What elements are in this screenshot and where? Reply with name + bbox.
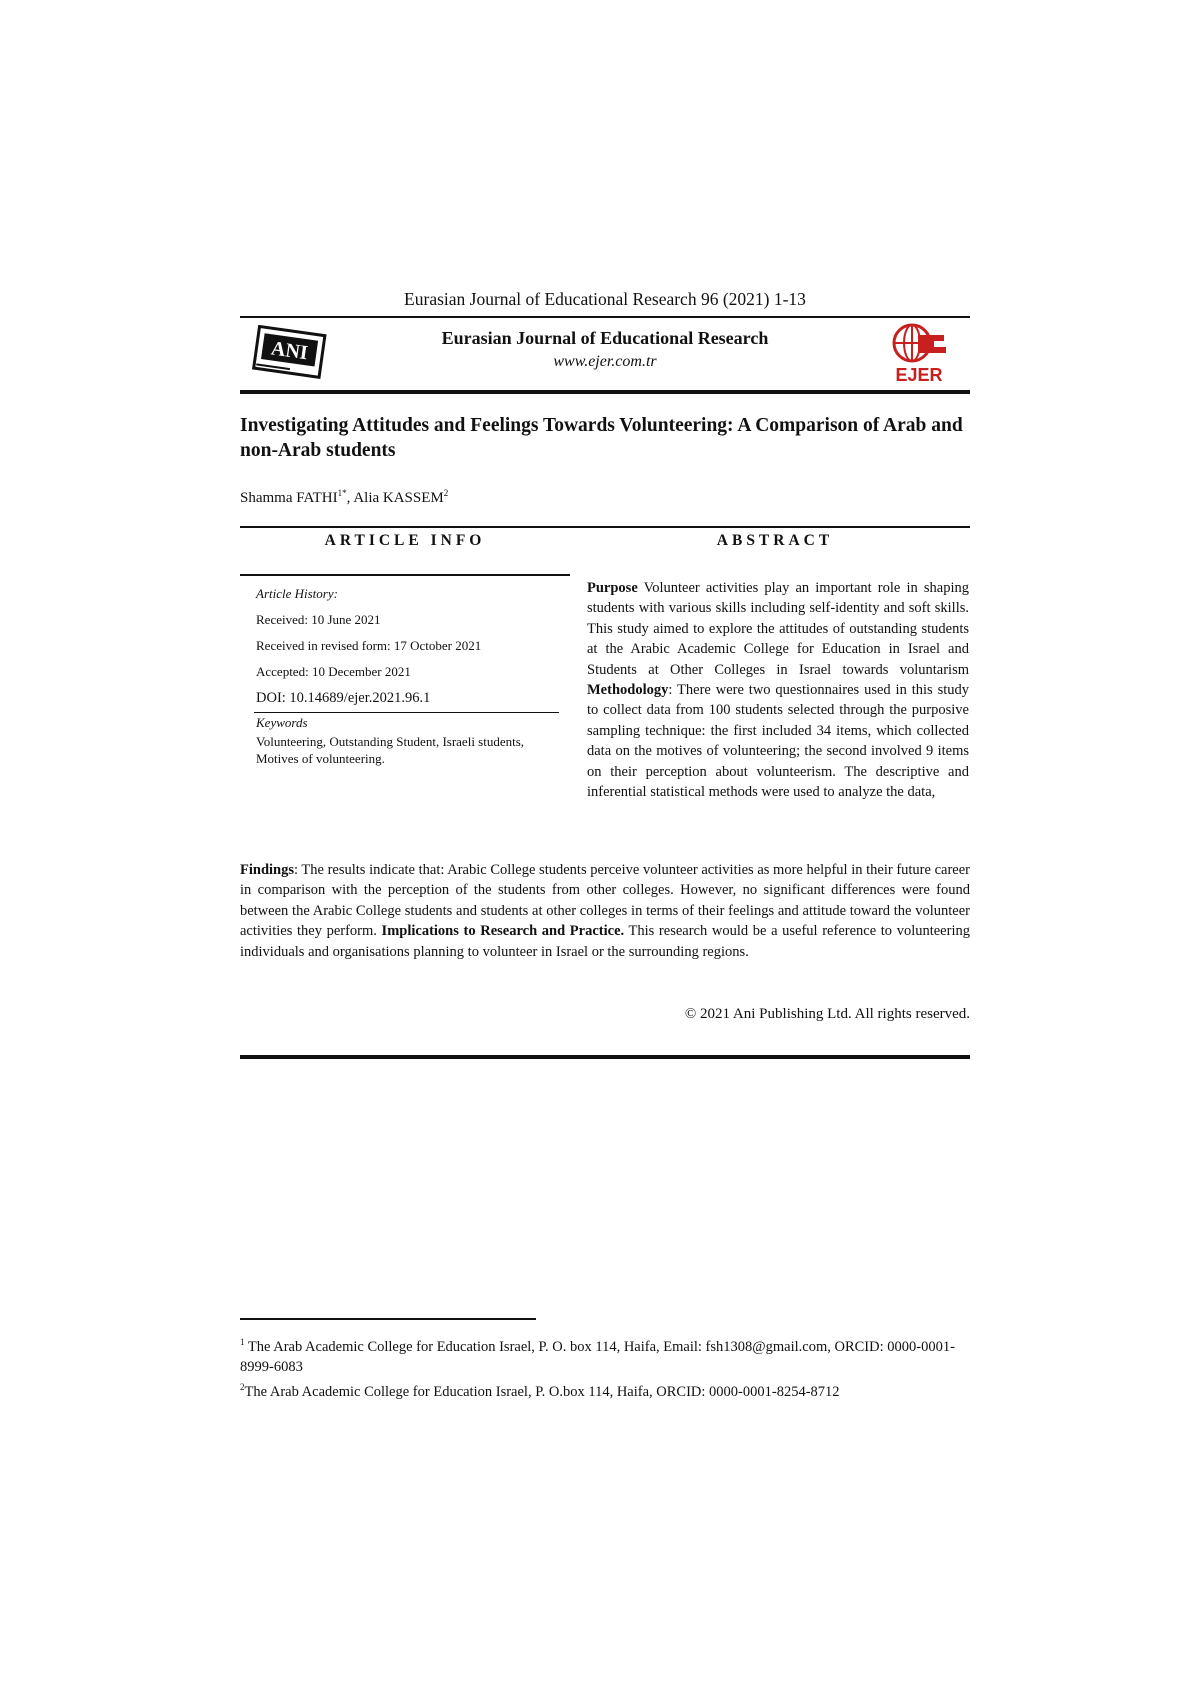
keywords-label: Keywords [256, 715, 308, 730]
implications-text: This research would be a useful reference to volunteering individuals and organisations planning to volunteer in Israel or the surrounding regions. [240, 923, 970, 960]
running-header: Eurasian Journal of Educational Research 96 (2021) 1-13 [404, 289, 806, 309]
abstract-continued [240, 860, 970, 962]
keywords-text: Volunteering, Outstanding Student, Israeli students, Motives of volunteering. [256, 734, 525, 766]
footnotes [240, 1332, 970, 1402]
methodology-label: Methodology [587, 682, 669, 699]
methodology-text: : There were two questionnaires used in this study to collect data from 100 students selected through the purposive sampling technique: the first included 34 items, which collected data on the motives of volunteering; the second involved 9 items on their perception about volunteerism. The descriptive and inferential statistical methods were used to analyze the data, [587, 682, 969, 801]
ejer-globe-logo [884, 321, 954, 387]
ejer-logo-text: EJER [895, 365, 943, 385]
received-date: Received: 10 June 2021 [256, 612, 381, 627]
info-top-rule [240, 526, 970, 528]
abstract-bottom-rule [240, 1055, 970, 1059]
author-line [240, 488, 448, 507]
article-info-rule [240, 574, 570, 576]
article-info-box [256, 586, 556, 707]
abstract-heading: ABSTRACT [716, 532, 834, 549]
author-1: Shamma FATHI [240, 490, 338, 506]
keywords-rule [254, 712, 559, 713]
history-label: Article History: [256, 586, 338, 601]
abstract-column [587, 578, 969, 802]
footnote-2-mark: 2 [240, 1381, 245, 1392]
journal-masthead [240, 316, 970, 394]
journal-url[interactable]: www.ejer.com.tr [553, 353, 657, 370]
footnote-1 [240, 1332, 970, 1377]
footnote-rule [240, 1318, 536, 1320]
author-1-mark: 1* [337, 488, 347, 498]
purpose-text: Volunteer activities play an important role in shaping students with various skills including self-identity and soft skills. This study aimed to explore the attitudes of outstanding students at the Arabic Academic College for Education in Israel and Students at Other Colleges in Israel towards voluntarism [587, 580, 969, 678]
purpose-label: Purpose [587, 580, 638, 596]
implications-label: Implications to Research and Practice. [381, 923, 625, 940]
author-2-mark: 2 [443, 488, 449, 498]
author-2: , Alia KASSEM [346, 490, 444, 506]
copyright-notice: © 2021 Ani Publishing Ltd. All rights reserved. [684, 1006, 970, 1022]
findings-label: Findings [240, 862, 294, 878]
findings-text: : The results indicate that: Arabic College students perceive volunteer activities as more helpful in their future career in comparison with the perception of the students from other colleges. However, no significant differences were found between the Arabic College students and students at other colleges in terms of their feelings and attitude toward the volunteer activities they perform. [240, 862, 970, 940]
footnote-1-mark: 1 [240, 1337, 245, 1347]
footnote-1-text: The Arab Academic College for Education Israel, P. O. box 114, Haifa, Email: fsh1308@gmail.com, ORCID: 0000-0001-8999-6083 [240, 1338, 955, 1375]
article-title: Investigating Attitudes and Feelings Towards Volunteering: A Comparison of Arab and non-Arab students [240, 415, 963, 461]
journal-name: Eurasian Journal of Educational Research [441, 328, 769, 348]
footnote-2 [240, 1377, 970, 1402]
footnote-2-text: The Arab Academic College for Education Israel, P. O.box 114, Haifa, ORCID: 0000-0001-8254-8712 [244, 1383, 840, 1400]
ani-logo-text: ANI [269, 337, 310, 365]
article-info-heading: ARTICLE INFO [324, 532, 486, 549]
revised-date: Received in revised form: 17 October 2021 [256, 638, 482, 653]
doi[interactable]: DOI: 10.14689/ejer.2021.96.1 [256, 690, 431, 706]
accepted-date: Accepted: 10 December 2021 [256, 664, 411, 679]
